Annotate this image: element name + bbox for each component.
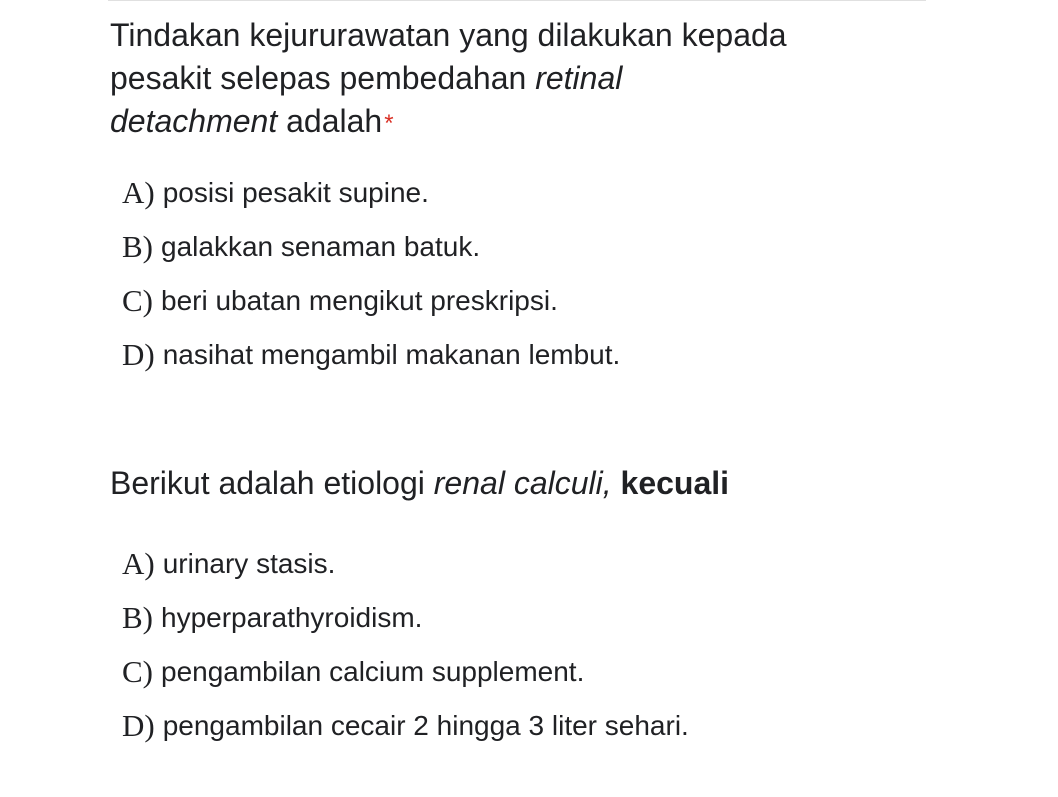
option-letter: B) [122, 229, 153, 264]
question-1-title-italic-2: detachment [110, 103, 278, 139]
option-text: pengambilan calcium supplement. [161, 656, 585, 687]
question-1-title-line1: Tindakan kejururawatan yang dilakukan kepada [110, 17, 787, 53]
option-text: hyperparathyroidism. [161, 602, 423, 633]
question-1 [110, 14, 890, 389]
question-1-title-line2: pesakit selepas pembedahan [110, 60, 536, 96]
question-2-title-italic: renal calculi, [433, 465, 612, 501]
question-2-option-c[interactable] [122, 652, 890, 706]
option-text: beri ubatan mengikut preskripsi. [161, 285, 558, 316]
option-letter: D) [122, 337, 155, 372]
question-2-title-start: Berikut adalah etiologi [110, 465, 434, 501]
option-text: urinary stasis. [162, 548, 336, 579]
question-1-title-end: adalah [277, 103, 383, 139]
question-1-option-a[interactable] [122, 173, 890, 227]
option-text: posisi pesakit supine. [162, 177, 429, 208]
question-2-option-a[interactable] [122, 544, 890, 598]
question-1-title-italic-1: retinal [535, 60, 623, 96]
option-letter: C) [122, 654, 153, 689]
question-2-title-bold: kecuali [620, 465, 730, 501]
question-2-option-b[interactable] [122, 598, 890, 652]
question-1-option-b[interactable] [122, 227, 890, 281]
option-text: nasihat mengambil makanan lembut. [162, 339, 621, 370]
option-letter: A) [122, 175, 155, 210]
option-letter: B) [122, 600, 153, 635]
option-letter: D) [122, 708, 155, 743]
question-2-title [110, 462, 890, 505]
question-1-options [122, 173, 890, 389]
question-2 [110, 462, 890, 760]
question-1-option-d[interactable] [122, 335, 890, 389]
question-1-option-c[interactable] [122, 281, 890, 335]
question-2-options [122, 544, 890, 760]
question-2-option-d[interactable] [122, 706, 890, 760]
option-text: galakkan senaman batuk. [161, 231, 481, 262]
option-text: pengambilan cecair 2 hingga 3 liter sehari. [162, 710, 689, 741]
top-divider [108, 0, 926, 1]
required-asterisk: * [384, 110, 394, 137]
option-letter: A) [122, 546, 155, 581]
option-letter: C) [122, 283, 153, 318]
question-1-title [110, 14, 890, 143]
